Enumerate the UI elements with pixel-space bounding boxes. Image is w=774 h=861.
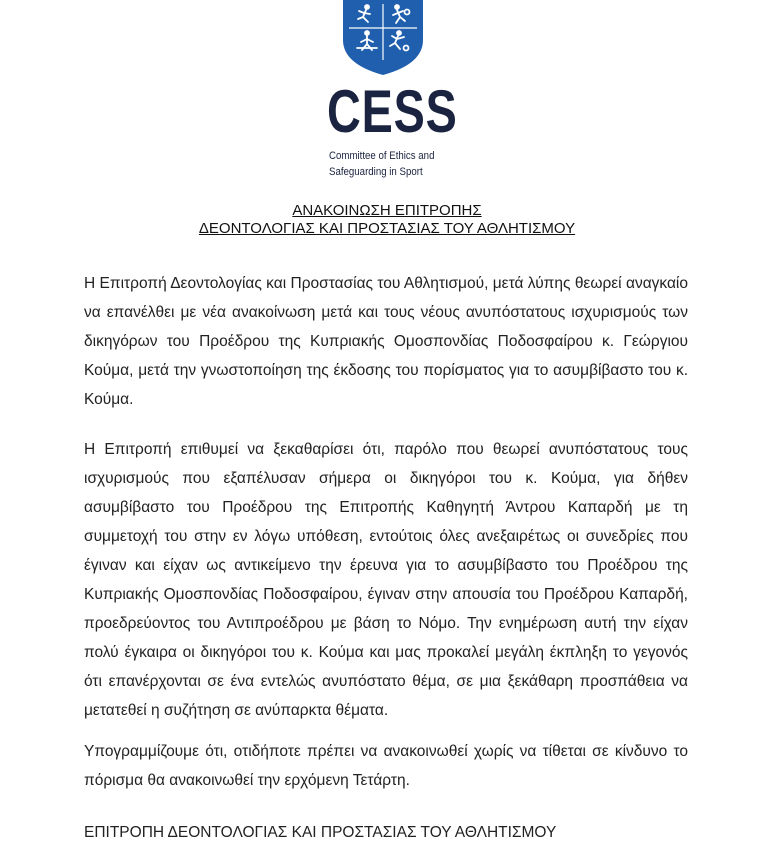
announcement-heading — [0, 202, 774, 238]
body-paragraph-1: Η Επιτροπή Δεοντολογίας και Προστασίας του Αθλητισμού, μετά λύπης θεωρεί αναγκαίο να επανέλθει με νέα ανακοίνωση μετά και τους νέους ανυπόστατους ισχυρισμούς των δικηγόρων του Προέδρου της Κυπριακής Ομοσπονδίας Ποδοσφαίρου κ. Γεώργιου Κούμα, μετά την γνωστοποίηση της έκδοσης του πορίσματος για το ασυμβίβαστο του κ. Κούμα. — [84, 275, 688, 408]
logo-subtitle-line1: Committee of Ethics and — [329, 150, 435, 162]
logo-wordmark: CESS — [327, 78, 458, 145]
logo-subtitle-line2: Safeguarding in Sport — [329, 166, 423, 178]
heading-line1: ΑΝΑΚΟΙΝΩΣΗ ΕΠΙΤΡΟΠΗΣ — [292, 202, 482, 219]
logo-subtitle — [329, 148, 443, 180]
signature-line: ΕΠΙΤΡΟΠΗ ΔΕΟΝΤΟΛΟΓΙΑΣ ΚΑΙ ΠΡΟΣΤΑΣΙΑΣ ΤΟΥ ΑΘΛΗΤΙΣΜΟΥ — [84, 824, 557, 841]
body-paragraph-3: Υπογραμμίζουμε ότι, οτιδήποτε πρέπει να ανακοινωθεί χωρίς να τίθεται σε κίνδυνο το πόρισμα θα ανακοινωθεί την ερχόμενη Τετάρτη. — [84, 743, 688, 789]
sports-shield-icon — [343, 0, 423, 75]
heading-line2: ΔΕΟΝΤΟΛΟΓΙΑΣ ΚΑΙ ΠΡΟΣΤΑΣΙΑΣ ΤΟΥ ΑΘΛΗΤΙΣΜΟΥ — [198, 220, 576, 237]
body-paragraph-2: Η Επιτροπή επιθυμεί να ξεκαθαρίσει ότι, παρόλο που θεωρεί ανυπόστατους τους ισχυρισμούς που εξαπέλυσαν σήμερα οι δικηγόροι του κ. Κούμα, για δήθεν ασυμβίβαστο του Προέδρου της Επιτροπής Καθηγητή Άντρου Καπαρδή με τη συμμετοχή του στην εν λόγω υπόθεση, εντούτοις όλες ανεξαιρέτως οι συνεδρίες που έγιναν και είχαν ως αντικείμενο την έρευνα για το ασυμβίβαστο του Προέδρου της Κυπριακής Ομοσπονδίας Ποδοσφαίρου, έγιναν στην απουσία του Προέδρου Καπαρδή, προεδρεύοντος του Αντιπροέδρου με βάση το Νόμο. Την ενημέρωση αυτή την είχαν πολύ έγκαιρα οι δικηγόροι του κ. Κούμα και μας προκαλεί μεγάλη έκπληξη το γεγονός ότι επανέρχονται σε ένα εντελώς ανυπόστατο θέμα, σε μια ξεκάθαρη προσπάθεια να μετατεθεί η συζήτηση σε ανύπαρκτα θέματα. — [84, 441, 688, 719]
cess-logo — [327, 0, 458, 190]
